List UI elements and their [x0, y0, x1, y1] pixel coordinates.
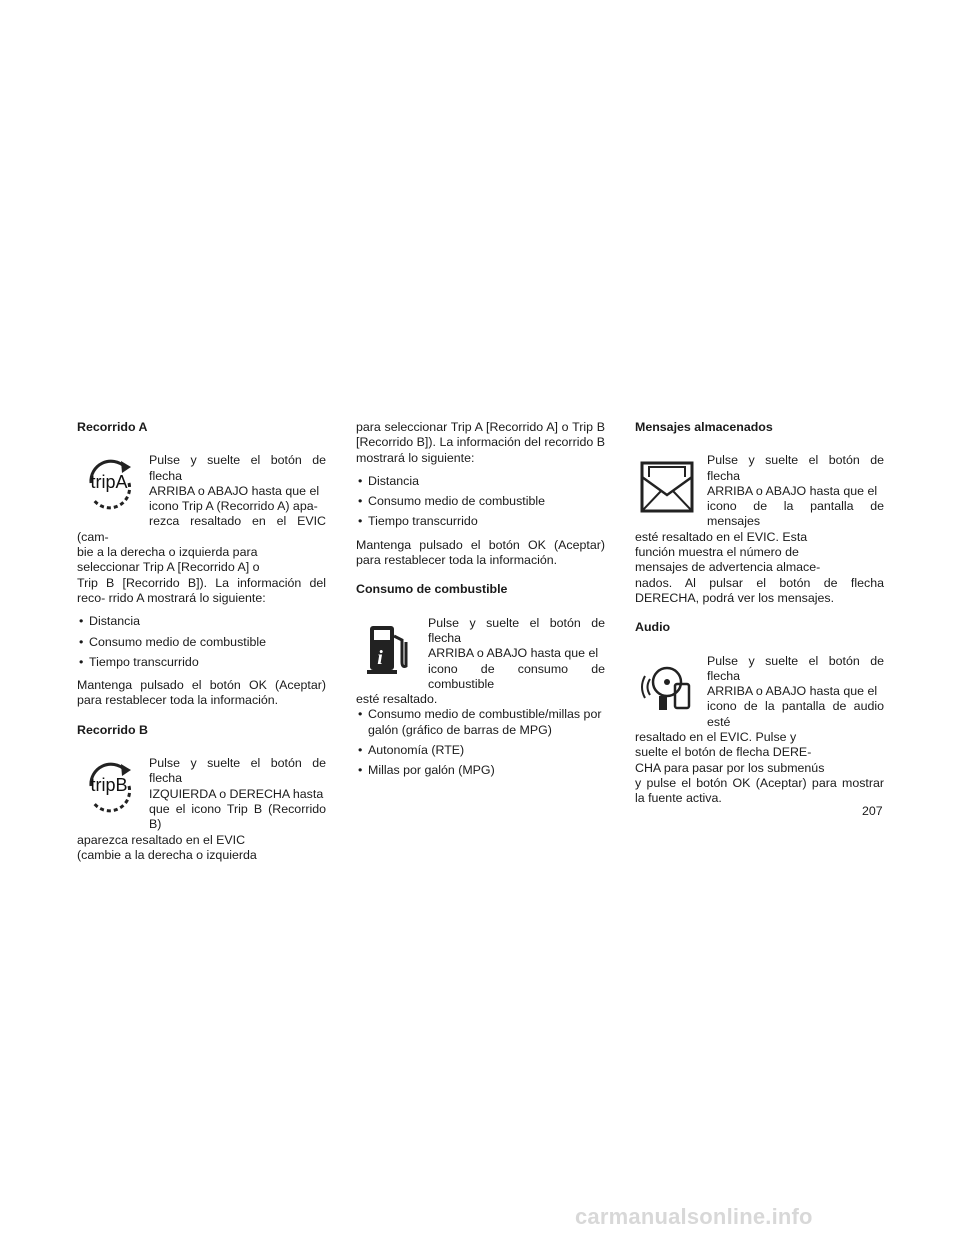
- text-line: rezca resaltado en el EVIC (cam-: [77, 514, 326, 544]
- text-line: (cambie a la derecha o izquierda: [77, 847, 257, 862]
- column-2: [356, 420, 605, 787]
- trip-a-block: [77, 453, 326, 575]
- heading-audio: Audio: [635, 620, 671, 635]
- text-line: ARRIBA o ABAJO hasta que el: [707, 483, 878, 498]
- text-line: esté resaltado en el EVIC. Esta: [635, 529, 808, 544]
- text-line: esté resaltado.: [356, 692, 438, 707]
- text-line: Pulse y suelte el botón de flecha: [149, 756, 326, 786]
- list-item: • Tiempo transcurrido: [356, 514, 605, 529]
- envelope-icon: [639, 453, 695, 519]
- list-item: • Distancia: [356, 474, 605, 489]
- text-line: seleccionar Trip A [Recorrido A] o: [77, 560, 260, 575]
- trip-a-continuation: Trip B [Recorrido B]). La información del reco- rrido A mostrará lo siguiente:: [77, 575, 326, 605]
- fuel-block: [356, 616, 605, 708]
- svg-text:i: i: [377, 646, 383, 669]
- text-line: Pulse y suelte el botón de flecha: [149, 453, 326, 483]
- list-item: • Consumo medio de combustible: [77, 635, 326, 650]
- heading-recorrido-b: Recorrido B: [77, 722, 148, 737]
- trip-b-icon: [81, 756, 137, 822]
- list-item: • Autonomía (RTE): [356, 743, 605, 758]
- column-3: [635, 420, 884, 815]
- fuel-bullet-list: [356, 707, 605, 778]
- text-line: ARRIBA o ABAJO hasta que el: [428, 646, 599, 661]
- text-line: Pulse y suelte el botón de flecha: [428, 615, 605, 645]
- text-line: icono de la pantalla de mensajes: [707, 499, 884, 529]
- text-line: ARRIBA o ABAJO hasta que el: [707, 684, 878, 699]
- text-line: Pulse y suelte el botón de flecha: [707, 653, 884, 683]
- text-line: mensajes de advertencia almace-: [635, 560, 821, 575]
- text-line: bie a la derecha o izquierda para: [77, 545, 258, 560]
- audio-icon: [639, 654, 695, 720]
- trip-a-reset-text: Mantenga pulsado el botón OK (Aceptar) para restablecer toda la información.: [77, 678, 326, 708]
- text-line: que el icono Trip B (Recorrido B): [149, 801, 326, 832]
- text-line: ARRIBA o ABAJO hasta que el: [149, 483, 320, 498]
- audio-block: [635, 654, 884, 776]
- text-line: Pulse y suelte el botón de flecha: [707, 453, 884, 483]
- text-line: icono de la pantalla de audio esté: [707, 699, 884, 729]
- heading-mensajes: Mensajes almacenados: [635, 420, 773, 434]
- text-line: icono Trip A (Recorrido A) apa-: [149, 499, 318, 514]
- fuel-pump-icon: [360, 616, 416, 682]
- watermark: carmanualsonline.info: [575, 1204, 813, 1229]
- trip-b-reset-text: Mantenga pulsado el botón OK (Aceptar) para restablecer toda la información.: [356, 537, 605, 568]
- list-item: • Consumo medio de combustible: [356, 494, 605, 509]
- audio-continuation: y pulse el botón OK (Aceptar) para mostrar la fuente activa.: [635, 775, 884, 806]
- text-line: función muestra el número de: [635, 545, 799, 560]
- text-line: resaltado en el EVIC. Pulse y: [635, 730, 797, 745]
- list-item: • Distancia: [77, 614, 326, 629]
- trip-b-block: [77, 756, 326, 863]
- heading-recorrido-a: Recorrido A: [77, 420, 148, 434]
- page-number: 207: [862, 804, 883, 818]
- heading-consumo: Consumo de combustible: [356, 582, 508, 597]
- messages-continuation: nados. Al pulsar el botón de flecha DERECHA, podrá ver los mensajes.: [635, 575, 884, 605]
- text-line: suelte el botón de flecha DERE-: [635, 745, 812, 760]
- list-item: • Consumo medio de combustible/millas por galón (gráfico de barras de MPG): [356, 707, 605, 738]
- trip-a-icon: [81, 453, 137, 519]
- trip-b-icon-label: tripB: [90, 775, 128, 796]
- trip-b-bullet-list: [356, 474, 605, 530]
- text-line: CHA para pasar por los submenús: [635, 760, 825, 775]
- messages-block: [635, 453, 884, 575]
- trip-a-bullet-list: [77, 614, 326, 670]
- trip-b-continuation: para seleccionar Trip A [Recorrido A] o Trip B [Recorrido B]). La información del recorrido B mostrará lo siguiente:: [356, 420, 605, 465]
- column-1: [77, 420, 326, 863]
- text-line: icono de consumo de combustible: [428, 661, 605, 691]
- list-item: • Tiempo transcurrido: [77, 655, 326, 670]
- list-item: • Millas por galón (MPG): [356, 763, 605, 778]
- text-line: IZQUIERDA o DERECHA hasta: [149, 786, 324, 801]
- trip-a-icon-label: tripA: [90, 472, 128, 493]
- text-line: aparezca resaltado en el EVIC: [77, 832, 246, 847]
